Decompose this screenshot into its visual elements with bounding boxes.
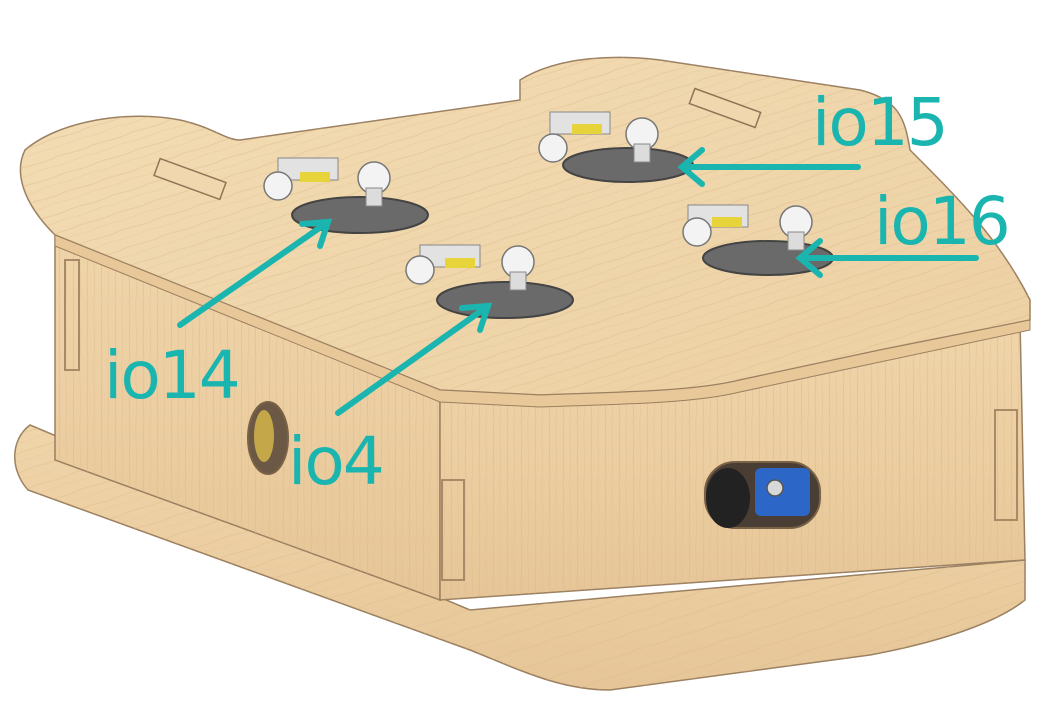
label-io14: io14 xyxy=(104,337,239,414)
label-io4: io4 xyxy=(288,423,383,500)
label-io15: io15 xyxy=(812,84,947,161)
label-io16: io16 xyxy=(874,183,1009,260)
power-switch xyxy=(705,462,820,528)
